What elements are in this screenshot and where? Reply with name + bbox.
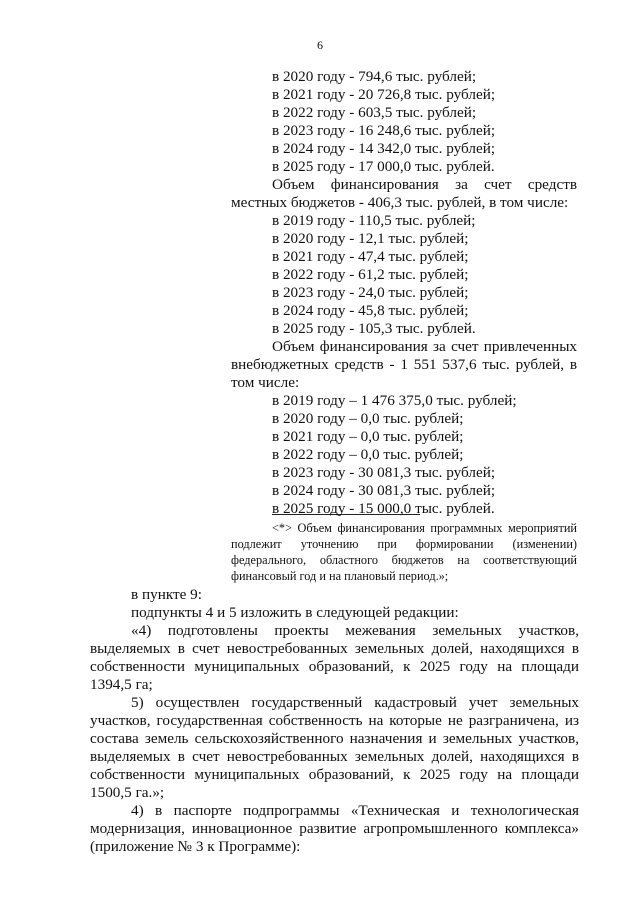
local-funding-line: в 2025 году - 105,3 тыс. рублей. <box>272 320 476 337</box>
item-4-line: выделяемых в счет невостребованных земельных долей, находящихся в <box>90 640 579 657</box>
local-funding-line: в 2022 году - 61,2 тыс. рублей; <box>272 266 469 283</box>
paragraph-point-9: в пункте 9: <box>131 586 202 603</box>
extra-budget-intro-line: том числе: <box>231 374 300 391</box>
item-4-line: собственности муниципальных образований, к 2025 году на площади <box>90 658 579 675</box>
item-5-line: собственности муниципальных образований, к 2025 году на площади <box>90 766 579 783</box>
extra-funding-line: в 2022 году – 0,0 тыс. рублей; <box>272 446 464 463</box>
footnote-line: <*> Объем финансирования программных мероприятий <box>272 521 577 535</box>
extra-funding-line: в 2021 году – 0,0 тыс. рублей; <box>272 428 464 445</box>
item-4-line: 1394,5 га; <box>90 676 153 693</box>
regional-funding-line: в 2021 году - 20 726,8 тыс. рублей; <box>272 86 496 103</box>
item-5-line: 5) осуществлен государственный кадастровый учет земельных <box>131 694 579 711</box>
extra-budget-intro-line: внебюджетных средств - 1 551 537,6 тыс. рублей, в <box>231 356 577 373</box>
footnote-line: подлежит уточнению при формировании (изменении) <box>231 537 577 551</box>
item-5-line: выделяемых в счет невостребованных земельных долей, находящихся в <box>90 748 579 765</box>
regional-funding-line: в 2024 году - 14 342,0 тыс. рублей; <box>272 140 496 157</box>
local-funding-line: в 2019 году - 110,5 тыс. рублей; <box>272 212 476 229</box>
footnote-line: федерального, областного бюджетов на соответствующий <box>231 553 577 567</box>
item-4-line: «4) подготовлены проекты межевания земельных участков, <box>131 622 579 639</box>
extra-funding-line: в 2019 году – 1 476 375,0 тыс. рублей; <box>272 392 517 409</box>
local-funding-line: в 2023 году - 24,0 тыс. рублей; <box>272 284 469 301</box>
extra-funding-line: в 2023 году - 30 081,3 тыс. рублей; <box>272 464 496 481</box>
regional-funding-line: в 2022 году - 603,5 тыс. рублей; <box>272 104 477 121</box>
local-funding-line: в 2024 году - 45,8 тыс. рублей; <box>272 302 469 319</box>
item-4b-line: (приложение № 3 к Программе): <box>90 838 301 855</box>
item-5-line: состава земель сельскохозяйственного назначения и земельных участков, <box>90 730 579 747</box>
paragraph-subpoints: подпункты 4 и 5 изложить в следующей редакции: <box>131 604 459 621</box>
local-funding-line: в 2021 году - 47,4 тыс. рублей; <box>272 248 469 265</box>
extra-funding-line: в 2020 году – 0,0 тыс. рублей; <box>272 410 464 427</box>
page-number: 6 <box>317 38 323 52</box>
item-5-line: участков, государственная собственность на которые не разграничена, из <box>90 712 579 729</box>
regional-funding-line: в 2020 году - 794,6 тыс. рублей; <box>272 68 477 85</box>
footnote-line: финансовый год и на плановый период.»; <box>231 569 449 583</box>
local-budget-intro-line: местных бюджетов - 406,3 тыс. рублей, в том числе: <box>231 194 569 211</box>
footnote-separator <box>272 514 420 515</box>
item-5-line: 1500,5 га.»; <box>90 784 165 801</box>
item-4b-line: 4) в паспорте подпрограммы «Техническая и технологическая <box>131 802 579 819</box>
extra-budget-intro-line: Объем финансирования за счет привлеченных <box>272 338 577 355</box>
item-4b-line: модернизация, инновационное развитие агропромышленного комплекса» <box>90 820 579 837</box>
regional-funding-line: в 2025 году - 17 000,0 тыс. рублей. <box>272 158 495 175</box>
local-funding-line: в 2020 году - 12,1 тыс. рублей; <box>272 230 469 247</box>
regional-funding-line: в 2023 году - 16 248,6 тыс. рублей; <box>272 122 496 139</box>
local-budget-intro-line: Объем финансирования за счет средств <box>272 176 577 193</box>
extra-funding-line: в 2024 году - 30 081,3 тыс. рублей; <box>272 482 496 499</box>
extra-funding-line: в 2025 году - 15 000,0 тыс. рублей. <box>272 500 495 517</box>
